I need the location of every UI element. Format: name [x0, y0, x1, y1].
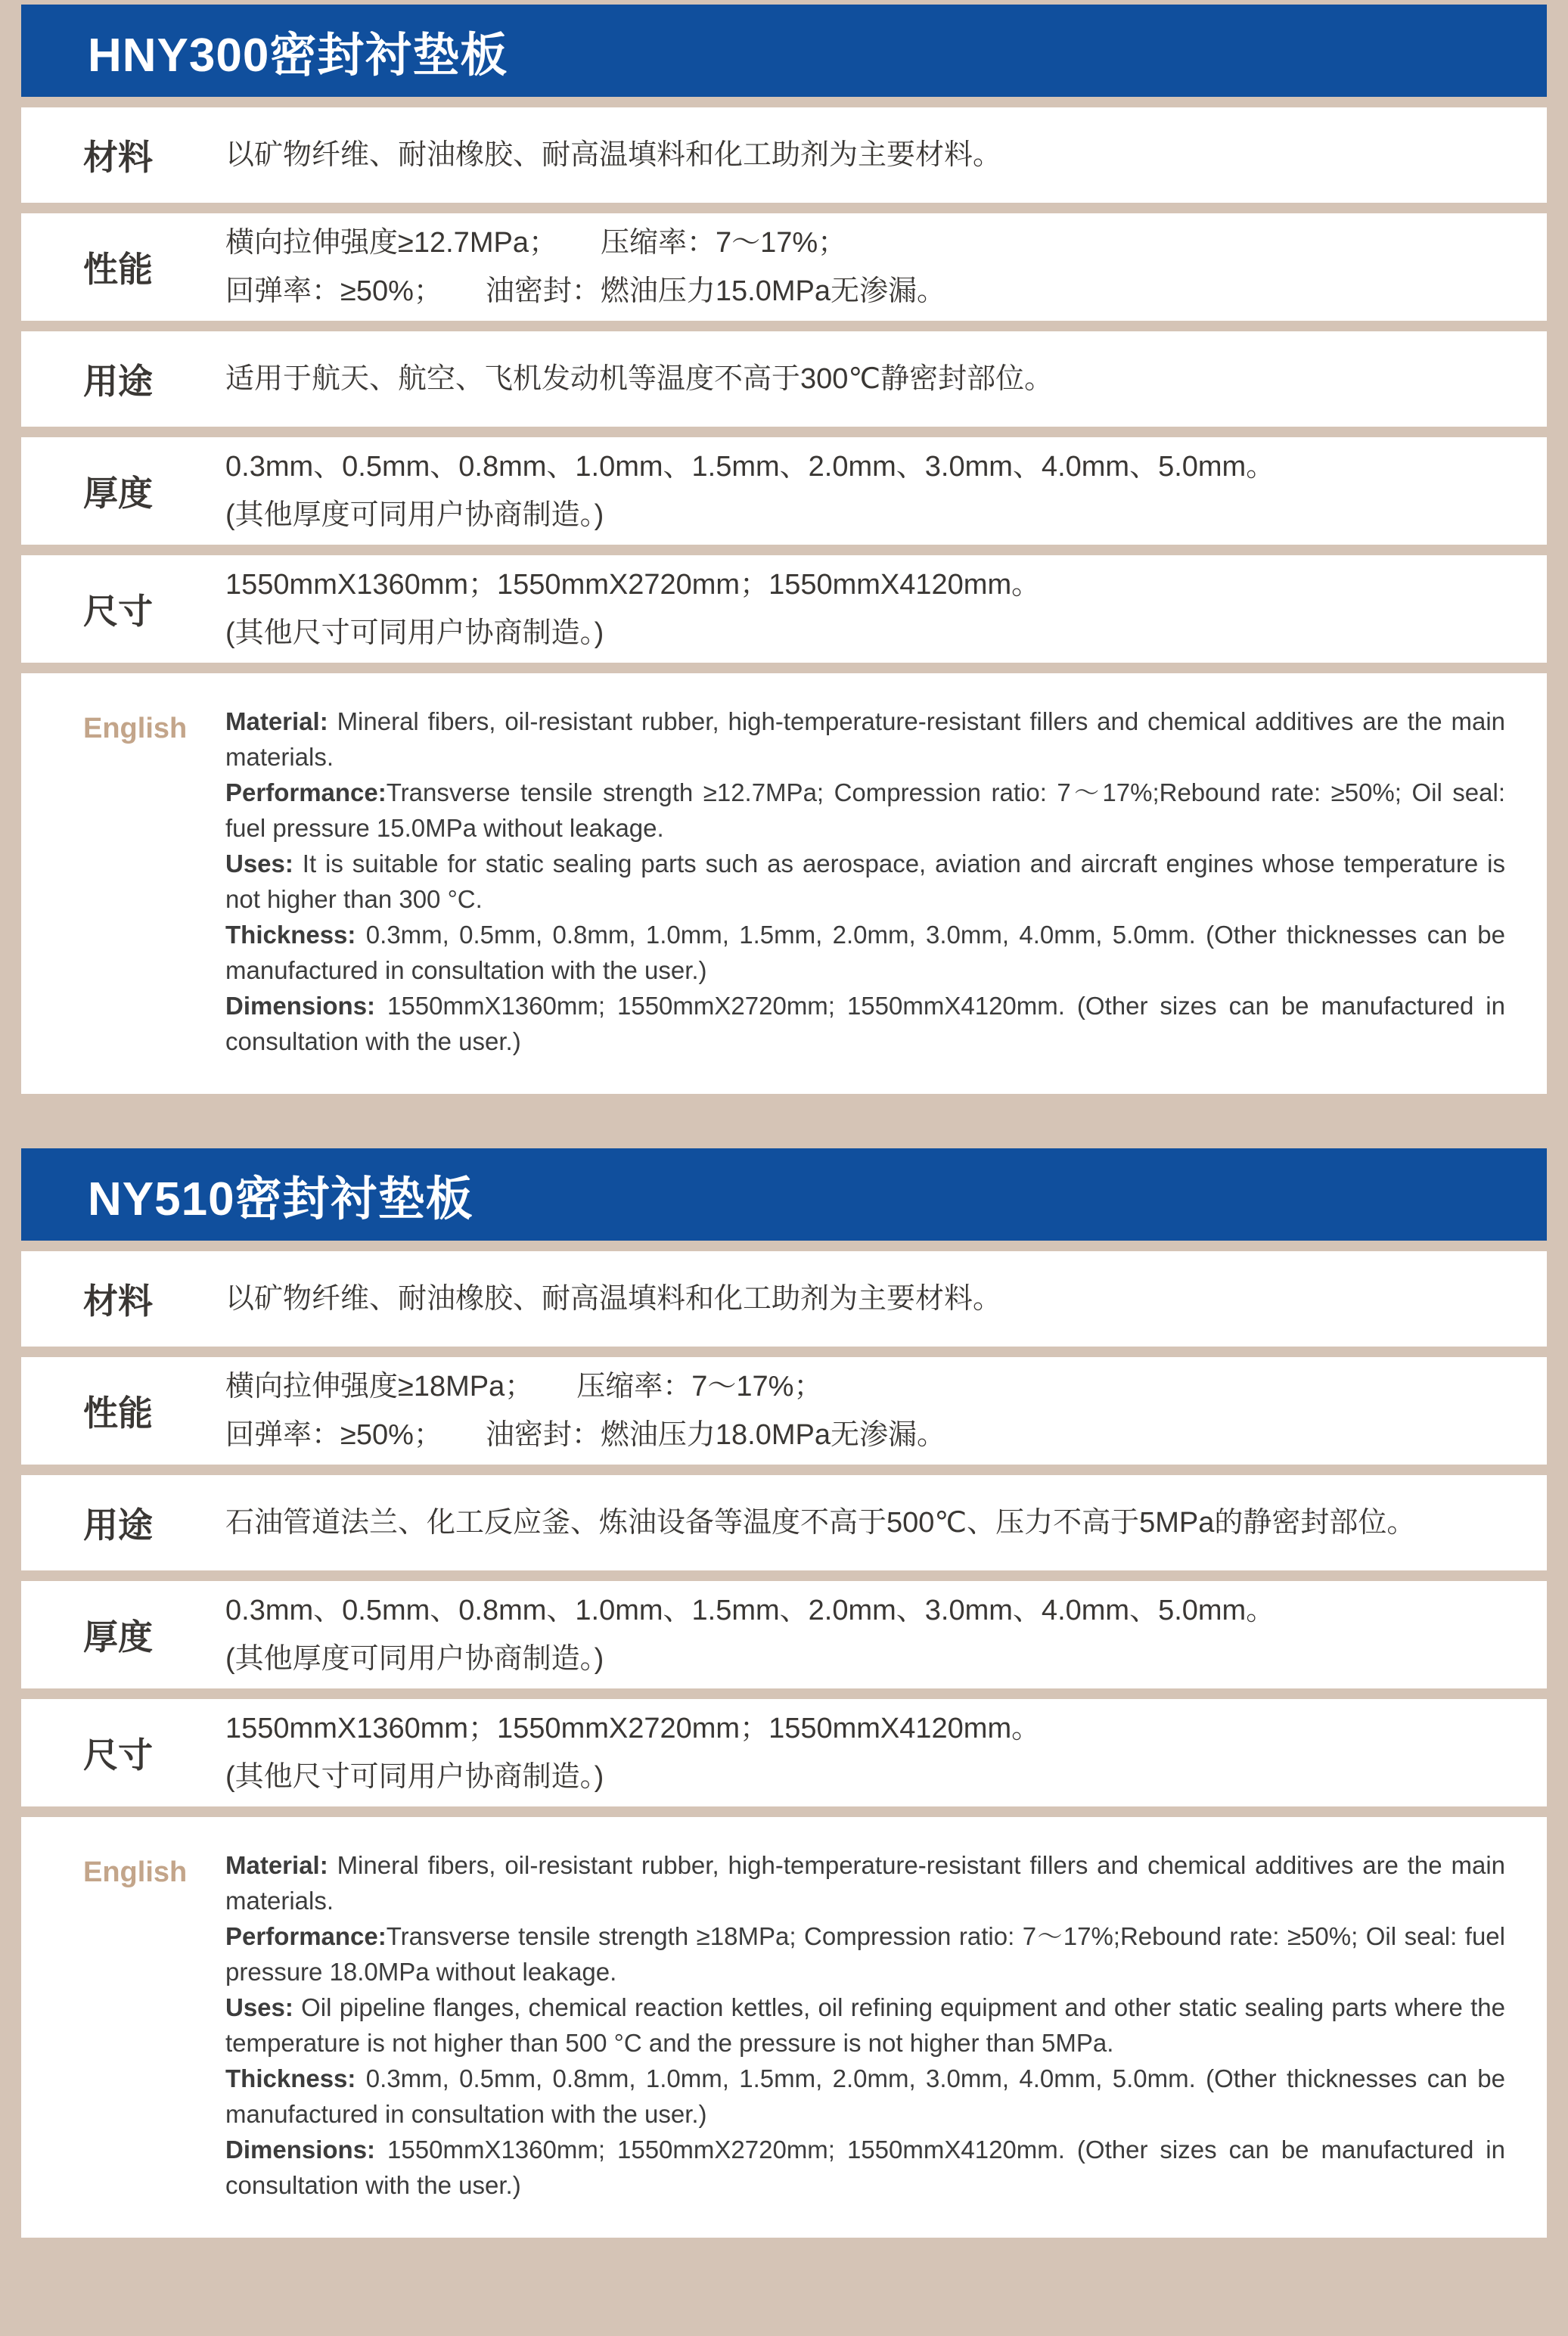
performance-line2: 回弹率：≥50%； 油密封：燃油压力18.0MPa无渗漏。: [225, 1419, 946, 1451]
row-label-uses: 用途: [83, 362, 153, 401]
paragraph-text: Mineral fibers, oil-resistant rubber, high-temperature-resistant fillers and chemical additives are the main materials.: [225, 707, 1505, 771]
paragraph-lead: Material:: [225, 707, 328, 735]
english-paragraph-uses: [225, 846, 1505, 917]
row-content-dimensions: [225, 555, 1547, 663]
paragraph-text: Mineral fibers, oil-resistant rubber, high-temperature-resistant fillers and chemical additives are the main materials.: [225, 1851, 1505, 1915]
row-label-dimensions: 尺寸: [83, 592, 153, 631]
paragraph-text: Oil pipeline flanges, chemical reaction kettles, oil refining equipment and other static sealing parts where the temperature is not higher than 500 °C and the pressure is not higher than 5MPa.: [225, 1993, 1505, 2057]
spec-row-material: [21, 1251, 1547, 1347]
material-text: 以矿物纤维、耐油橡胶、耐高温填料和化工助剂为主要材料。: [225, 1283, 1002, 1315]
dimensions-line1: 1550mmX1360mm；1550mmX2720mm；1550mmX4120mm。: [225, 569, 1041, 601]
section-header-bar: [21, 5, 1547, 97]
thickness-line1: 0.3mm、0.5mm、0.8mm、1.0mm、1.5mm、2.0mm、3.0mm、4.0mm、5.0mm。: [225, 1595, 1275, 1626]
material-text: 以矿物纤维、耐油橡胶、耐高温填料和化工助剂为主要材料。: [225, 139, 1002, 171]
english-content: [225, 1847, 1547, 2203]
paragraph-text: 1550mmX1360mm; 1550mmX2720mm; 1550mmX4120mm. (Other sizes can be manufactured in consultation with the user.): [225, 2136, 1505, 2199]
paragraph-lead: Dimensions:: [225, 992, 376, 1020]
row-content-thickness: [225, 1581, 1547, 1688]
performance-line2: 回弹率：≥50%； 油密封：燃油压力15.0MPa无渗漏。: [225, 275, 946, 307]
dimensions-line1: 1550mmX1360mm；1550mmX2720mm；1550mmX4120mm。: [225, 1713, 1041, 1744]
section-header-bar: [21, 1148, 1547, 1241]
spec-row-english: [21, 673, 1547, 1094]
section-title: HNY300密封衬垫板: [88, 29, 508, 82]
english-label: English: [83, 713, 188, 744]
thickness-line1: 0.3mm、0.5mm、0.8mm、1.0mm、1.5mm、2.0mm、3.0mm、4.0mm、5.0mm。: [225, 451, 1275, 483]
row-content-performance: [225, 213, 1547, 321]
performance-line1: 横向拉伸强度≥18MPa； 压缩率：7～17%；: [225, 1371, 823, 1403]
thickness-line2: (其他厚度可同用户协商制造。): [225, 1643, 604, 1675]
paragraph-lead: Uses:: [225, 850, 293, 878]
row-label-thickness: 厚度: [83, 1617, 153, 1657]
paragraph-lead: Performance:: [225, 1922, 387, 1950]
paragraph-text: Transverse tensile strength ≥18MPa; Compression ratio: 7～17%;Rebound rate: ≥50%; Oil seal: fuel pressure 18.0MPa without leakage.: [225, 1922, 1505, 1986]
english-label: English: [83, 1856, 188, 1888]
spec-row-material: [21, 107, 1547, 203]
row-content-material: [225, 107, 1547, 203]
spec-row-performance: [21, 213, 1547, 321]
spec-row-uses: [21, 331, 1547, 427]
paragraph-lead: Material:: [225, 1851, 328, 1879]
spec-row-thickness: [21, 1581, 1547, 1688]
row-content-uses: [225, 1475, 1547, 1570]
section-title: NY510密封衬垫板: [88, 1173, 474, 1225]
english-paragraph-material: [225, 1847, 1505, 1918]
paragraph-text: 0.3mm, 0.5mm, 0.8mm, 1.0mm, 1.5mm, 2.0mm, 3.0mm, 4.0mm, 5.0mm. (Other thicknesses can be manufactured in consultation with the user.): [225, 921, 1505, 984]
uses-text: 适用于航天、航空、飞机发动机等温度不高于300℃静密封部位。: [225, 363, 1054, 395]
paragraph-lead: Performance:: [225, 778, 387, 806]
english-paragraph-performance: [225, 1918, 1505, 1990]
english-paragraph-uses: [225, 1990, 1505, 2061]
row-label-performance: 性能: [83, 250, 153, 289]
spec-row-english: [21, 1817, 1547, 2238]
row-label-uses: 用途: [83, 1505, 153, 1545]
english-paragraph-thickness: [225, 917, 1505, 988]
paragraph-lead: Thickness:: [225, 921, 356, 949]
thickness-line2: (其他厚度可同用户协商制造。): [225, 499, 604, 531]
paragraph-text: 1550mmX1360mm; 1550mmX2720mm; 1550mmX4120mm. (Other sizes can be manufactured in consultation with the user.): [225, 992, 1505, 1055]
spec-row-uses: [21, 1475, 1547, 1570]
row-label-material: 材料: [83, 1281, 153, 1321]
english-paragraph-dimensions: [225, 2132, 1505, 2203]
english-paragraph-performance: [225, 775, 1505, 846]
dimensions-line2: (其他尺寸可同用户协商制造。): [225, 617, 604, 649]
spec-row-dimensions: [21, 555, 1547, 663]
paragraph-lead: Dimensions:: [225, 2136, 376, 2164]
paragraph-text: 0.3mm, 0.5mm, 0.8mm, 1.0mm, 1.5mm, 2.0mm, 3.0mm, 4.0mm, 5.0mm. (Other thicknesses can be manufactured in consultation with the user.): [225, 2064, 1505, 2128]
english-paragraph-thickness: [225, 2061, 1505, 2132]
paragraph-text: It is suitable for static sealing parts such as aerospace, aviation and aircraft engines whose temperature is not higher than 300 °C.: [225, 850, 1505, 913]
row-content-thickness: [225, 437, 1547, 545]
spec-row-dimensions: [21, 1699, 1547, 1806]
row-label-dimensions: 尺寸: [83, 1735, 153, 1775]
paragraph-text: Transverse tensile strength ≥12.7MPa; Compression ratio: 7～17%;Rebound rate: ≥50%; Oil seal: fuel pressure 15.0MPa without leakage.: [225, 778, 1505, 842]
row-label-performance: 性能: [83, 1393, 153, 1433]
row-label-thickness: 厚度: [83, 474, 153, 513]
row-content-material: [225, 1251, 1547, 1347]
spec-row-performance: [21, 1357, 1547, 1465]
spec-row-thickness: [21, 437, 1547, 545]
row-content-uses: [225, 331, 1547, 427]
product-section-ny510: [21, 1148, 1547, 2238]
uses-text: 石油管道法兰、化工反应釜、炼油设备等温度不高于500℃、压力不高于5MPa的静密封部位。: [225, 1507, 1416, 1539]
row-label-material: 材料: [83, 138, 153, 177]
english-paragraph-dimensions: [225, 988, 1505, 1059]
paragraph-lead: Uses:: [225, 1993, 293, 2021]
performance-line1: 横向拉伸强度≥12.7MPa； 压缩率：7～17%；: [225, 227, 847, 259]
dimensions-line2: (其他尺寸可同用户协商制造。): [225, 1761, 604, 1793]
row-content-performance: [225, 1357, 1547, 1465]
english-paragraph-material: [225, 704, 1505, 775]
row-content-dimensions: [225, 1699, 1547, 1806]
english-content: [225, 704, 1547, 1059]
paragraph-lead: Thickness:: [225, 2064, 356, 2092]
product-section-hny300: [21, 5, 1547, 1094]
